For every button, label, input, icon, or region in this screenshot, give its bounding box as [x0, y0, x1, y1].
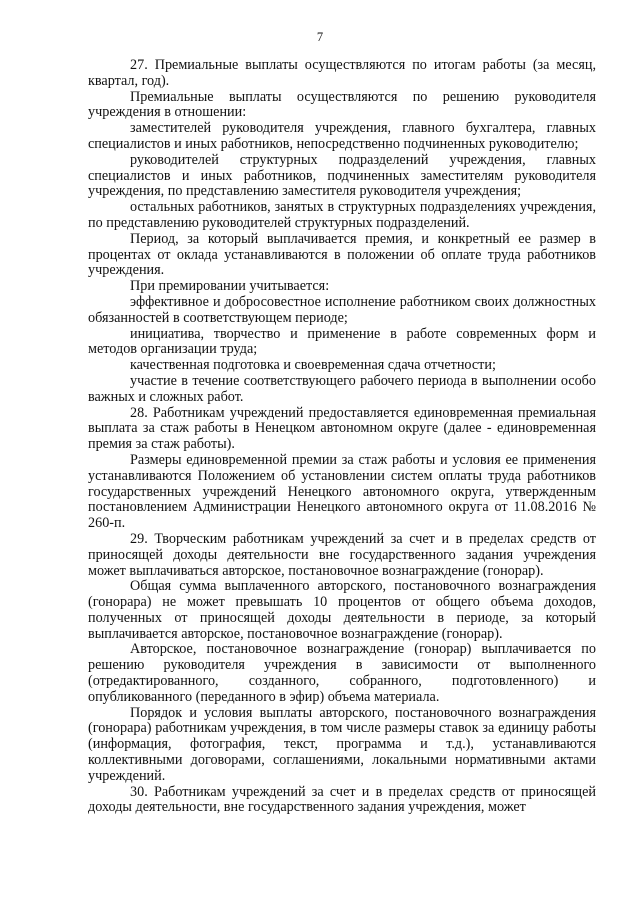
paragraph: Порядок и условия выплаты авторского, постановочного вознаграждения (гонорара) работникам учреждения, в том числе размеры ставок за единицу работы (информация, фотография, текст, программа и т.д.), устанавливаются коллективными договорами, соглашениями, локальными нормативными актами учреждений. [88, 704, 596, 784]
paragraph: Общая сумма выплаченного авторского, постановочного вознаграждения (гонорара) не может превышать 10 процентов от общего объема доходов, полученных от приносящей доходы деятельности в периоде, за который выплачивается авторское, постановочное вознаграждение (гонорар). [88, 578, 596, 642]
paragraph: заместителей руководителя учреждения, главного бухгалтера, главных специалистов и иных работников, непосредственно подчиненных руководителю; [88, 120, 596, 152]
paragraph: Премиальные выплаты осуществляются по решению руководителя учреждения в отношении: [88, 88, 596, 121]
paragraph: Авторское, постановочное вознаграждение (гонорар) выплачивается по решению руководителя учреждения в зависимости от выполненного (отредактированного, созданного, собранного, подготовленного) и опубликованного (переданного в эфир) объема материала. [88, 641, 596, 705]
paragraph: 27. Премиальные выплаты осуществляются по итогам работы (за месяц, квартал, год). [88, 57, 596, 89]
paragraph: 29. Творческим работникам учреждений за счет и в пределах средств от приносящей доходы деятельности вне государственного задания учреждения может выплачиваться авторское, постановочное вознаграждение (гонорар). [88, 530, 596, 579]
paragraph: Период, за который выплачивается премия, и конкретный ее размер в процентах от оклада устанавливаются в положении об оплате труда работников учреждения. [88, 230, 596, 279]
paragraph: руководителей структурных подразделений учреждения, главных специалистов и иных работников, подчиненных заместителям руководителя учреждения, по представлению заместителя руководителя учреждения; [88, 151, 596, 200]
paragraph: остальных работников, занятых в структурных подразделениях учреждения, по представлению руководителей структурных подразделений. [88, 199, 596, 231]
paragraph: Размеры единовременной премии за стаж работы и условия ее применения устанавливаются Положением об установлении систем оплаты труда работников государственных учреждений Ненецкого автономного округа, утвержденным постановлением Администрации Ненецкого автономного округа от 11.08.2016 № 260-п. [88, 451, 596, 532]
paragraph: При премировании учитывается: [130, 278, 330, 295]
page-number: 7 [316, 30, 324, 44]
paragraph: 30. Работникам учреждений за счет и в пределах средств от приносящей доходы деятельности, вне государственного задания учреждения, может [88, 783, 596, 816]
paragraph: участие в течение соответствующего рабочего периода в выполнении особо важных и сложных работ. [88, 372, 596, 405]
paragraph: эффективное и добросовестное исполнение работником своих должностных обязанностей в соответствующем периоде; [88, 293, 596, 326]
document-body [88, 58, 596, 816]
paragraph: инициатива, творчество и применение в работе современных форм и методов организации труда; [88, 325, 596, 358]
paragraph: 28. Работникам учреждений предоставляется единовременная премиальная выплата за стаж работы в Ненецком автономном округе (далее - единовременная премия за стаж работы). [88, 404, 596, 453]
paragraph: качественная подготовка и своевременная сдача отчетности; [130, 357, 496, 374]
